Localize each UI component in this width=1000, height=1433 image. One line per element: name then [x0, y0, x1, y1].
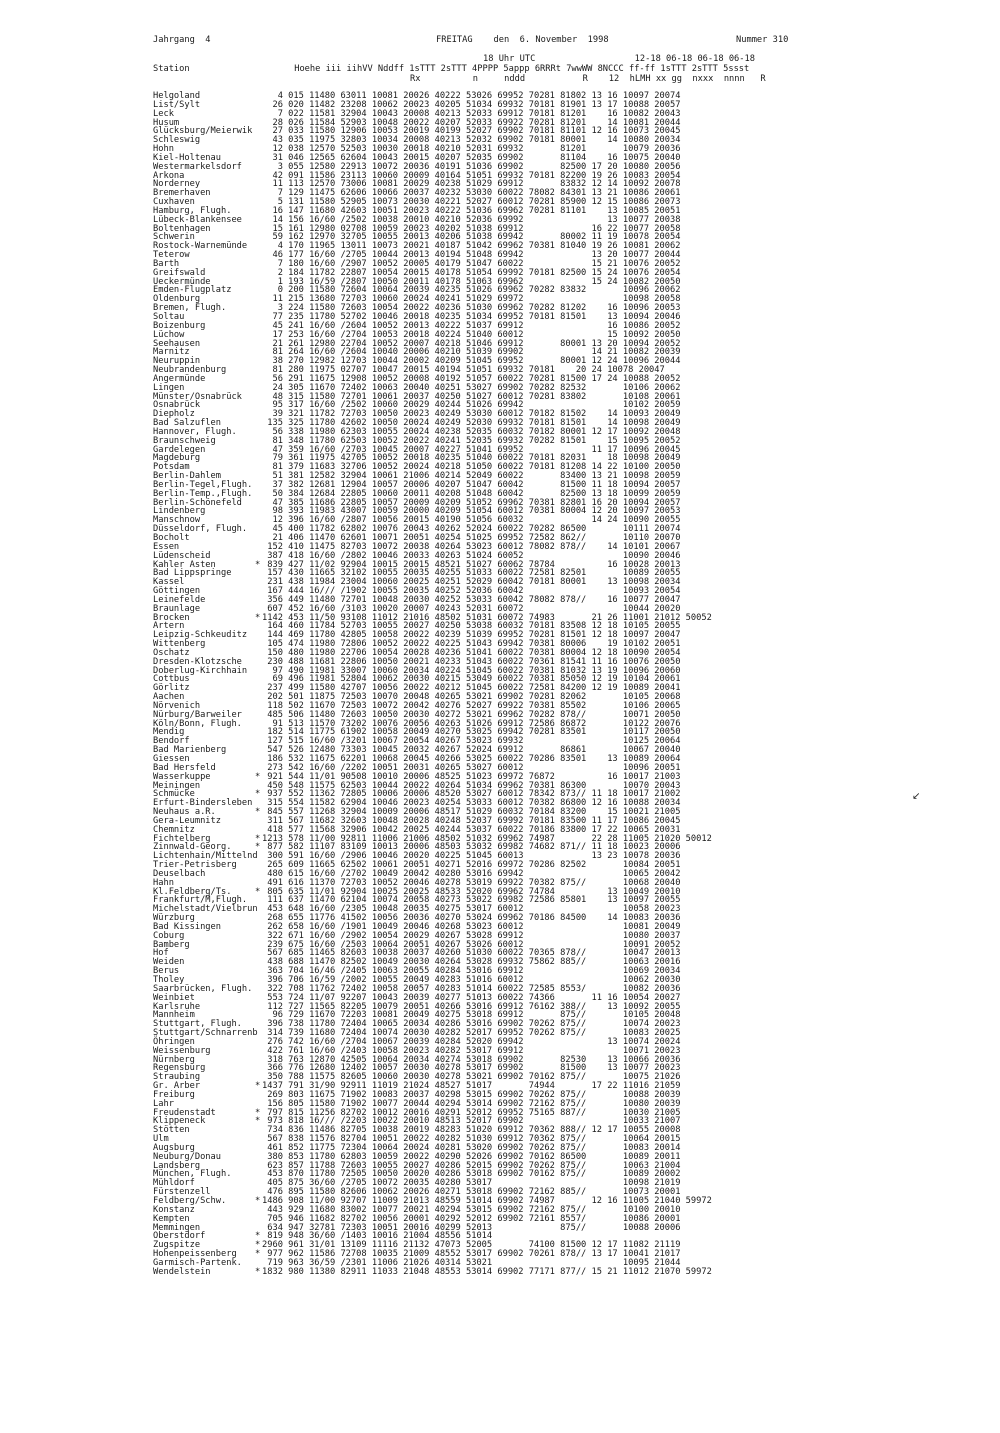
- station-observation-values: 553 724 11/07 92207 10043 20039 40277 51013 60022 74366 11 16 10054 20027: [262, 992, 681, 1003]
- station-name: Doberlug-Kirchhain: [153, 665, 248, 676]
- station-observation-values: 47 359 16/60 /2703 10045 20007 40227 51041 69952 11 17 10096 20045: [262, 444, 681, 455]
- station-observation-values: 144 469 11780 42805 10058 20022 40239 51039 69952 70281 81501 12 18 10097 20047: [262, 630, 681, 641]
- station-name: Helgoland: [153, 91, 201, 101]
- station-observation-values: 450 548 11575 62503 10044 20022 40264 51034 69962 70381 86300 10070 20043: [262, 780, 681, 791]
- station-name: Meiningen: [153, 780, 201, 791]
- station-observation-values: 3 224 11580 72603 10054 20022 40236 51030 69962 70282 81202 16 10096 20053: [262, 303, 681, 314]
- station-observation-values: 300 591 16/60 /2906 10046 20020 40225 51045 60013 13 23 10078 20036: [262, 851, 681, 862]
- station-name: Trier-Petrisberg: [153, 860, 237, 871]
- station-name: Berlin-Temp.,Flugh.: [153, 488, 253, 499]
- station-observation-values: 453 648 16/60 /2305 10048 20035 40275 53017 60012 10058 20023: [262, 904, 681, 915]
- station-observation-values: 230 488 11681 22806 10050 20021 40233 51043 60022 70361 81541 11 16 10076 20050: [262, 656, 681, 667]
- station-observation-values: 164 460 11784 52703 10055 20027 40250 53038 60032 70181 83508 12 18 10105 20055: [262, 621, 681, 632]
- station-name: Dresden-Klotzsche: [153, 656, 242, 667]
- station-observation-values: 461 852 11775 72304 10064 20024 40281 53020 69902 70262 875// 10083 20014: [262, 1142, 681, 1153]
- station-name: Berlin-Tegel,Flugh.: [153, 479, 253, 490]
- station-name: Lüchow: [153, 329, 185, 340]
- station-name: Osnabrück: [153, 400, 201, 411]
- station-observation-values: 443 929 11680 83002 10077 20021 40294 53015 69902 72162 875// 10100 20010: [262, 1204, 681, 1215]
- station-observation-values: 567 685 11465 82603 10038 20037 40260 51030 60022 70365 878// 10047 20013: [262, 948, 681, 959]
- station-observation-values: 273 542 16/60 /2202 10051 20031 40265 53027 60012 10096 20051: [262, 762, 681, 773]
- station-name: Soltau: [153, 312, 185, 322]
- station-name: Gardelegen: [153, 444, 206, 455]
- mountain-station-marker: *: [255, 1240, 261, 1251]
- station-observation-values: 127 515 16/60 /3201 10067 20054 40267 53023 69932 10125 20064: [262, 736, 681, 747]
- station-observation-values: 31 046 12565 62604 10043 20015 40207 52035 69902 81104 16 10075 20040: [262, 152, 681, 163]
- mountain-station-marker: *: [255, 807, 261, 818]
- station-name: Augsburg: [153, 1142, 195, 1153]
- station-name: Kempten: [153, 1213, 190, 1224]
- mountain-station-marker: *: [255, 612, 261, 623]
- station-name: Wendelstein: [153, 1266, 211, 1277]
- station-observation-values: 491 616 11370 72703 10052 20046 40278 53019 69922 70382 875// 10068 20040: [262, 877, 681, 888]
- station-name: Garmisch-Partenk.: [153, 1257, 242, 1268]
- station-observation-values: 97 490 11981 33007 10060 20034 40224 51045 60022 70381 81032 13 19 10096 20060: [262, 665, 681, 676]
- station-observation-values: 418 577 11568 32906 10042 20025 40244 53037 60022 70186 83800 17 22 10065 20031: [262, 824, 681, 835]
- station-name: Nürnberg: [153, 1054, 195, 1065]
- station-name: Bad Hersfeld: [153, 762, 216, 773]
- station-observation-values: 921 544 11/01 90508 10010 20006 48525 51023 69972 76872 16 10017 21003: [262, 771, 681, 782]
- station-observation-values: 237 499 11580 42707 10056 20022 40212 51045 60022 72581 84200 12 19 10089 20041: [262, 683, 681, 694]
- station-name: Klippeneck: [153, 1116, 206, 1127]
- mountain-station-marker: *: [255, 1231, 261, 1242]
- station-observation-values: 311 567 11682 32603 10048 20028 40248 52037 69992 70181 83500 11 17 10086 20045: [262, 815, 681, 826]
- station-observation-values: 157 430 11665 32102 10055 20035 40255 51033 60022 72581 82501 10089 20055: [262, 568, 681, 579]
- station-observation-values: 322 671 16/60 /2902 10054 20029 40267 53028 69912 10080 20037: [262, 930, 681, 941]
- station-name: Bremerhaven: [153, 188, 211, 199]
- mountain-station-marker: *: [255, 1107, 261, 1118]
- station-name: Schmücke: [153, 789, 195, 800]
- header-date: FREITAG den 6. November 1998: [436, 35, 609, 45]
- station-name: Fichtelberg: [153, 833, 211, 844]
- station-observation-values: 11 113 12570 73006 10081 20029 40238 51029 69912 83832 12 14 10092 20078: [262, 179, 681, 190]
- station-name: Diepholz: [153, 409, 195, 420]
- station-name: Bamberg: [153, 939, 190, 950]
- station-name: Greifswald: [153, 267, 206, 278]
- station-name: Bad Lippspringe: [153, 568, 232, 579]
- station-name: Hof: [153, 948, 169, 959]
- station-observation-values: 182 514 11775 61902 10058 20049 40270 53025 69942 70281 83501 10117 20050: [262, 727, 681, 738]
- station-name: Mendig: [153, 727, 185, 738]
- station-observation-values: 1142 453 11/50 93108 11012 21016 48502 51031 60072 74983 21 26 11001 21012 50052: [262, 612, 712, 623]
- station-name: Weinbiet: [153, 992, 195, 1003]
- station-observation-values: 24 305 11670 72402 10063 20040 40251 53027 69902 70282 82532 10106 20062: [262, 382, 681, 393]
- station-name: Oldenburg: [153, 294, 201, 305]
- station-name: Kiel-Holtenau: [153, 152, 221, 163]
- station-name: Angermünde: [153, 373, 206, 384]
- station-name: Lingen: [153, 382, 185, 393]
- station-observation-values: 877 582 11107 83109 10013 20006 48503 53032 69982 74682 871// 11 18 10023 20006: [262, 842, 681, 853]
- station-name: Aachen: [153, 692, 185, 703]
- station-observation-values: 937 552 11362 72805 10006 20006 48520 53027 60012 78342 873// 11 18 10017 21002: [262, 789, 681, 800]
- station-observation-values: 39 321 11782 72703 10050 20023 40249 53030 60012 70182 81502 14 10093 20049: [262, 409, 681, 420]
- station-observation-values: 28 026 11584 52903 10048 20022 40207 52033 69922 70281 81201 14 10081 20044: [262, 117, 681, 128]
- station-name: Konstanz: [153, 1204, 195, 1215]
- station-name: Arkona: [153, 170, 185, 181]
- station-name: Erfurt-Bindersleben: [153, 798, 253, 809]
- station-name: Berlin-Dahlem: [153, 471, 221, 482]
- station-name: Karlsruhe: [153, 1001, 201, 1012]
- station-name: Coburg: [153, 930, 185, 941]
- station-name: Straubing: [153, 1072, 201, 1083]
- station-observation-values: 977 962 11586 72708 10035 21009 48552 53017 69902 70261 878// 13 17 10041 21017: [262, 1249, 681, 1260]
- station-observation-values: 845 557 11268 32904 10009 20006 48517 51029 60032 70184 83200 15 10021 21005: [262, 807, 681, 818]
- station-name: Kl.Feldberg/Ts.: [153, 886, 232, 897]
- station-observation-values: 51 381 12582 32904 10061 21006 40214 52049 60022 83400 13 21 10098 20059: [262, 471, 681, 482]
- station-observation-values: 47 385 11686 22805 10057 20009 40209 51052 69962 70381 82801 16 20 10094 20057: [262, 497, 681, 508]
- station-observation-values: 79 361 11975 42705 10052 20018 40235 51040 60022 70181 82031 18 10098 20049: [262, 453, 681, 464]
- station-observation-values: 366 776 12680 12402 10057 20030 40278 53017 69902 81500 13 10077 20023: [262, 1063, 681, 1074]
- station-name: Hannover, Flugh.: [153, 426, 237, 437]
- station-name: Saarbrücken, Flugh.: [153, 983, 253, 994]
- station-name: Stötten: [153, 1125, 190, 1136]
- stray-pen-mark: ↙: [912, 791, 921, 802]
- station-name: Leipzig-Schkeuditz: [153, 630, 248, 641]
- station-observation-values: 268 655 11776 41502 10056 20036 40270 53024 69962 70186 84500 14 10083 20036: [262, 913, 681, 924]
- station-observation-values: 202 501 11875 72503 10070 20048 40265 53021 69902 70281 82062 10105 20068: [262, 692, 681, 703]
- station-observation-values: 81 264 16/60 /2604 10040 20006 40210 51039 69902 14 21 10082 20039: [262, 347, 681, 358]
- station-observation-values: 156 805 11580 71902 10077 20044 40294 53014 69902 72162 875// 10080 20039: [262, 1098, 681, 1109]
- station-observation-values: 38 270 12982 12703 10044 20002 40209 51045 69952 80001 12 24 10096 20044: [262, 356, 681, 367]
- station-name: Leinefelde: [153, 594, 206, 605]
- station-name: Mannheim: [153, 1010, 195, 1021]
- station-observation-values: 17 253 16/60 /2704 10053 20018 40224 51040 60012 15 10092 20050: [262, 329, 681, 340]
- station-observation-values: 27 033 11580 12906 10053 20019 40199 52027 69902 70181 81101 12 16 10073 20045: [262, 126, 681, 137]
- station-observation-values: 380 853 11780 62803 10059 20022 40290 52026 69902 70162 86500 10089 20011: [262, 1151, 681, 1162]
- station-observation-values: 152 410 11475 82703 10072 20038 40264 53023 60012 78082 878// 14 10101 20067: [262, 541, 681, 552]
- station-observation-values: 973 818 16/// /2203 10022 20010 48513 52017 69902 10033 21007: [262, 1116, 681, 1127]
- station-name: Köln/Bonn, Flugh.: [153, 718, 242, 729]
- station-name: Bremen, Flugh.: [153, 303, 227, 314]
- header-nummer: Nummer 310: [736, 35, 789, 45]
- station-name: Düsseldorf, Flugh.: [153, 524, 248, 535]
- station-observation-values: 485 506 11480 72603 10050 20030 40272 53021 69962 70282 878// 10071 20050: [262, 709, 681, 720]
- station-name: Potsdam: [153, 462, 190, 473]
- station-name: Schwerin: [153, 232, 195, 243]
- station-observation-values: 797 815 11256 82702 10012 20016 40291 52012 69952 75165 887// 10030 21005: [262, 1107, 681, 1118]
- station-observation-values: 315 554 11582 62904 10046 20023 40254 53033 60012 70382 86800 12 16 10088 20034: [262, 798, 681, 809]
- station-observation-values: 45 400 11782 62802 10076 20043 40262 52024 60022 70282 86500 10111 20074: [262, 524, 681, 535]
- station-observation-values: 396 706 16/59 /2002 10055 20049 40283 51016 60012 10062 20030: [262, 975, 681, 985]
- station-observation-values: 12 396 16/60 /2807 10056 20015 40190 51056 60032 14 24 10090 20055: [262, 515, 681, 526]
- station-name: Glücksburg/Meierwik: [153, 126, 253, 137]
- station-name: Berlin-Schönefeld: [153, 497, 242, 508]
- station-observation-values: 239 675 16/60 /2503 10064 20051 40267 53026 60012 10091 20052: [262, 939, 681, 950]
- station-name: Kahler Asten: [153, 559, 216, 570]
- mountain-station-marker: *: [255, 789, 261, 800]
- station-observation-values: 4 015 11480 63011 10081 20026 40222 53026 69952 70281 81802 13 16 10097 20074: [262, 91, 681, 101]
- station-name: Deuselbach: [153, 868, 206, 879]
- station-name: List/Sylt: [153, 99, 201, 110]
- station-name: Hahn: [153, 877, 174, 888]
- station-observation-values: 422 761 16/60 /2403 10058 20023 40282 53017 69912 10071 20023: [262, 1045, 681, 1056]
- station-observation-values: 1 193 16/59 /2807 10050 20011 40178 51063 69962 15 24 10082 20050: [262, 276, 681, 287]
- station-name: Westermarkelsdorf: [153, 161, 242, 172]
- station-observation-values: 819 948 36/60 /1403 10016 21004 48556 51014: [262, 1231, 493, 1242]
- station-observation-values: 363 704 16/46 /2405 10063 20055 40284 53016 69912 10069 20034: [262, 966, 681, 977]
- station-name: Braunschweig: [153, 435, 216, 446]
- station-name: Weiden: [153, 957, 185, 968]
- station-name: Stuttgart/Schnarrenb: [153, 1028, 258, 1039]
- station-observation-values: 105 474 11980 72806 10052 20022 40225 51043 69942 70381 80006 19 10102 20051: [262, 639, 681, 650]
- mountain-station-marker: *: [255, 1081, 261, 1092]
- station-observation-values: 37 382 12681 12904 10057 20006 40207 51047 60042 81500 11 18 10094 20057: [262, 479, 681, 490]
- station-observation-values: 42 091 11586 23113 10060 20009 40164 51051 69932 70181 82200 19 26 10083 20054: [262, 170, 681, 181]
- station-observation-values: 623 857 11788 72603 10055 20027 40286 52015 69902 70262 875// 10063 21004: [262, 1160, 681, 1171]
- station-name: Bad Kissingen: [153, 921, 221, 932]
- station-name: Frankfurt/M,Flugh.: [153, 895, 248, 906]
- station-observation-values: 56 338 11980 62303 10055 20024 40238 52035 60032 70182 80001 12 17 10092 20048: [262, 426, 681, 437]
- station-observation-values: 150 480 11980 22706 10054 20028 40236 51041 60022 70381 80004 12 18 10090 20054: [262, 647, 681, 658]
- station-observation-values: 81 280 11975 02707 10047 20015 40194 51051 69932 70181 20 24 10078 20047: [262, 365, 665, 376]
- station-name: Boizenburg: [153, 320, 206, 331]
- station-name: Regensburg: [153, 1063, 206, 1074]
- mountain-station-marker: *: [255, 559, 261, 570]
- station-name: Bocholt: [153, 533, 190, 543]
- mountain-station-marker: *: [255, 1266, 261, 1277]
- station-observation-values: 7 180 16/60 /2907 10052 20005 40179 51047 60022 15 21 10076 20052: [262, 258, 681, 269]
- station-observation-values: 56 291 11675 12908 10052 20008 40192 51057 60022 70281 81500 17 24 10088 20052: [262, 373, 681, 384]
- station-observation-values: 453 870 11780 72505 10050 20020 40286 53018 69902 70162 875// 10089 20002: [262, 1169, 681, 1180]
- station-name: Emden-Flugplatz: [153, 285, 232, 296]
- station-name: Lichtenhain/Mittelnd: [153, 851, 258, 862]
- station-observation-values: 81 379 11683 32706 10052 20024 40218 51050 60022 70181 81208 14 22 10100 20050: [262, 462, 681, 473]
- station-observation-values: 3 055 12580 22913 10072 20036 40191 51036 69902 82500 17 20 10080 20056: [262, 161, 681, 172]
- station-observation-values: 112 727 11565 82205 10079 20051 40266 53016 69912 76162 388// 13 10092 20055: [262, 1001, 681, 1012]
- station-observation-values: 59 162 12970 32705 10055 20013 40206 51038 69942 80002 11 19 10078 20054: [262, 232, 681, 243]
- station-name: Hamburg, Flugh.: [153, 205, 232, 216]
- mountain-station-marker: *: [255, 886, 261, 897]
- station-name: Oschatz: [153, 647, 190, 658]
- station-observation-values: 231 438 11984 23004 10060 20025 40251 52029 60042 70181 80001 13 10098 20034: [262, 577, 681, 588]
- station-name: Schleswig: [153, 135, 201, 146]
- mountain-station-marker: *: [255, 771, 261, 782]
- station-name: Gr. Arber: [153, 1081, 201, 1092]
- mountain-station-marker: *: [255, 1196, 261, 1206]
- station-observation-values: 1437 791 31/90 92911 11019 21024 48527 51017 74944 17 22 11016 21059: [262, 1081, 681, 1092]
- station-observation-values: 98 393 11983 43007 10059 20000 40209 51054 60012 70381 80004 12 20 10097 20053: [262, 506, 681, 517]
- station-name: Lahr: [153, 1098, 174, 1109]
- station-name: Artern: [153, 621, 185, 632]
- station-name: München, Flugh.: [153, 1169, 232, 1180]
- station-name: Wasserkuppe: [153, 771, 211, 782]
- station-observation-values: 5 131 11580 52905 10073 20030 40221 52027 60012 70281 85900 12 15 10086 20073: [262, 197, 681, 208]
- station-observation-values: 1486 908 11/00 92707 11009 21013 48559 51014 69902 74987 12 16 11005 21040 59972: [262, 1196, 712, 1206]
- station-name: Manschnow: [153, 515, 201, 526]
- station-observation-values: 547 526 12480 73303 10045 20032 40267 52024 69912 86861 10067 20040: [262, 745, 681, 756]
- station-name: Hohenpeissenberg: [153, 1249, 237, 1260]
- station-observation-values: 12 038 12570 52503 10030 20018 40210 52031 69932 81201 10079 20036: [262, 144, 681, 155]
- station-name: Nürburg/Barweiler: [153, 709, 242, 720]
- station-name: Neuhaus a.R.: [153, 807, 216, 818]
- station-observation-values: 322 708 11762 72402 10058 20057 40283 51014 60022 72585 8553/ 10082 20036: [262, 983, 681, 994]
- station-observation-values: 135 325 11780 42602 10050 20024 40249 52030 69932 70181 81501 14 10098 20049: [262, 418, 681, 429]
- station-observation-values: 480 615 16/60 /2702 10049 20042 40280 53016 69942 10065 20042: [262, 868, 681, 879]
- station-observation-values: 269 803 11675 71902 10083 20037 40298 53015 69902 70262 875// 10088 20039: [262, 1089, 681, 1100]
- station-observation-values: 111 637 11470 62104 10074 20058 40273 53022 69982 72586 85801 13 10097 20055: [262, 895, 681, 906]
- station-name: Rostock-Warnemünde: [153, 241, 248, 252]
- station-observation-values: 2960 961 31/01 13109 11116 21132 47073 52005 74100 81500 12 17 11082 21119: [262, 1240, 681, 1251]
- station-observation-values: 91 513 11570 73202 10076 20056 40263 51026 69912 72586 86872 10122 20076: [262, 718, 681, 729]
- station-observation-values: 95 317 16/60 /2502 10060 20029 40244 51026 69942 10102 20059: [262, 400, 681, 411]
- station-observation-values: 69 496 11981 52804 10062 20030 40215 53049 60022 70381 85050 12 19 10104 20061: [262, 674, 681, 685]
- station-name: Öhringen: [153, 1036, 195, 1047]
- station-observation-values: 186 532 11675 62201 10068 20045 40266 53025 60022 70286 83501 13 10089 20064: [262, 754, 681, 764]
- station-observation-values: 476 895 11580 82606 10062 20026 40271 53018 69902 72162 885// 10073 20001: [262, 1187, 681, 1198]
- station-name: Bendorf: [153, 736, 190, 747]
- station-observation-values: 45 241 16/60 /2604 10052 20013 40222 51037 69912 16 10086 20052: [262, 320, 681, 331]
- station-name: Freudenstadt: [153, 1107, 216, 1118]
- station-observation-values: 26 020 11482 23208 10062 20023 40205 51034 69932 70181 81901 13 17 10088 20057: [262, 99, 681, 110]
- station-name: Boltenhagen: [153, 223, 211, 234]
- station-observation-values: 805 635 11/01 92904 10025 20025 48533 52020 69962 74784 13 10049 20010: [262, 886, 681, 897]
- station-name: Würzburg: [153, 913, 195, 924]
- station-name: Lübeck-Blankensee: [153, 214, 242, 225]
- station-observation-values: 1213 578 11/00 92811 11006 21006 48502 51032 69962 74987 22 28 11005 21020 50012: [262, 833, 712, 844]
- station-name: Leck: [153, 108, 174, 119]
- station-name: Cuxhaven: [153, 197, 195, 208]
- station-name: Ueckermünde: [153, 276, 211, 287]
- station-observation-values: 396 738 11780 72404 10065 20034 40286 53016 69902 70262 875// 10074 20023: [262, 1019, 681, 1030]
- station-name: Fürstenzell: [153, 1187, 211, 1198]
- station-name: Norderney: [153, 179, 201, 190]
- station-name: Freiburg: [153, 1089, 195, 1100]
- station-name: Landsberg: [153, 1160, 201, 1171]
- station-observation-values: 438 688 11470 82502 10049 20030 40264 53028 69932 75862 885// 10063 20016: [262, 957, 681, 968]
- station-name: Neubrandenburg: [153, 365, 227, 376]
- station-name: Husum: [153, 117, 180, 128]
- station-observation-values: 118 502 11670 72503 10072 20042 40276 52027 69922 70381 85502 10106 20065: [262, 700, 681, 711]
- station-name: Lüdenscheid: [153, 550, 211, 561]
- station-observation-values: 7 022 11581 32904 10043 20008 40213 52033 69912 70181 81201 16 10082 20043: [262, 108, 681, 119]
- station-name: Feldberg/Schw.: [153, 1196, 227, 1206]
- station-name: Oberstdorf: [153, 1231, 206, 1242]
- station-observation-values: 705 946 11682 82702 10056 20001 40292 52012 69902 72161 8557/ 10086 20001: [262, 1213, 681, 1224]
- station-observation-values: 7 129 11475 62606 10066 20037 40232 53030 60022 78082 84301 13 21 10086 20061: [262, 188, 681, 199]
- station-observation-values: 4 170 11965 13011 10073 20021 40187 51042 69962 70381 81040 19 26 10081 20062: [262, 241, 681, 252]
- station-name: Stuttgart, Flugh.: [153, 1019, 242, 1030]
- station-name: Tholey: [153, 975, 185, 985]
- station-name: Barth: [153, 258, 180, 269]
- mountain-station-marker: *: [255, 833, 261, 844]
- station-observation-values: 318 763 12870 42505 10064 20034 40274 53018 69902 82530 13 10066 20036: [262, 1054, 681, 1065]
- station-observation-values: 15 161 12980 02708 10059 20023 40202 51038 69912 16 22 10077 20058: [262, 223, 681, 234]
- station-observation-values: 314 739 11680 72404 10074 20030 40282 52017 69952 70262 875// 10083 20025: [262, 1028, 681, 1039]
- station-observation-values: 262 658 16/60 /1901 10049 20046 40268 53023 60012 10081 20049: [262, 921, 681, 932]
- station-observation-values: 14 156 16/60 /2502 10038 20010 40210 52036 69992 13 10077 20038: [262, 214, 681, 225]
- station-observation-values: 356 449 11480 72701 10048 20030 40252 53033 60042 78082 878// 16 10077 20047: [262, 594, 681, 605]
- station-name: Weissenburg: [153, 1045, 211, 1056]
- station-observation-values: 77 235 11780 52702 10046 20018 40235 51034 69952 70181 81501 13 10094 20046: [262, 312, 681, 322]
- station-name: Lindenberg: [153, 506, 206, 517]
- station-name: Magdeburg: [153, 453, 201, 464]
- station-name: Zugspitze: [153, 1240, 201, 1251]
- station-name: Brocken: [153, 612, 190, 623]
- station-name: Nörvenich: [153, 700, 201, 711]
- station-observation-values: 21 406 11470 62601 10071 20051 40254 51025 69952 72582 862// 10110 20070: [262, 533, 681, 543]
- station-observation-values: 350 788 11575 82605 10060 20030 40278 53021 69902 70162 875// 10075 21026: [262, 1072, 681, 1083]
- station-observation-values: 839 427 11/02 92904 10015 20015 48521 51027 60062 78784 16 10028 20013: [262, 559, 681, 570]
- station-name: Braunlage: [153, 603, 201, 614]
- station-observation-values: 634 947 32781 72303 10051 20016 40299 52013 875// 10088 20006: [262, 1222, 681, 1233]
- station-observation-values: 21 261 12980 22704 10052 20007 40218 51046 69912 80001 13 20 10094 20052: [262, 338, 681, 349]
- station-name: Ulm: [153, 1134, 169, 1145]
- station-name: Teterow: [153, 250, 190, 261]
- mountain-station-marker: *: [255, 842, 261, 853]
- station-name: Cottbus: [153, 674, 190, 685]
- mountain-station-marker: *: [255, 1116, 261, 1127]
- station-name: Memmingen: [153, 1222, 201, 1233]
- station-observation-values: 46 177 16/60 /2705 10044 20013 40194 51048 69942 13 20 10077 20044: [262, 250, 681, 261]
- station-name: Bad Marienberg: [153, 745, 227, 756]
- station-name: Hohn: [153, 144, 174, 155]
- station-name: Göttingen: [153, 586, 201, 597]
- station-observation-values: 50 384 12684 22805 10060 20011 40208 51048 60042 82500 13 18 10099 20059: [262, 488, 681, 499]
- station-name: Neuburg/Donau: [153, 1151, 221, 1162]
- station-name: Gera-Leumnitz: [153, 815, 221, 826]
- station-observation-values: 719 963 36/59 /2301 11006 21026 40314 53021 10095 21044: [262, 1257, 681, 1268]
- station-observation-values: 0 200 11580 72604 10064 20039 40235 51026 69962 70282 83832 10096 20062: [262, 285, 681, 296]
- station-name: Zinnwald-Georg.: [153, 842, 232, 853]
- station-observation-values: 96 729 11670 72203 10081 20049 40275 53018 69912 875// 10105 20048: [262, 1010, 681, 1021]
- column-header-line-3: Rx n nddd R 12 hLMH xx gg nxxx nnnn R: [410, 74, 766, 84]
- header-jahrgang: Jahrgang 4: [153, 35, 211, 45]
- station-observation-values: 265 609 11665 62502 10061 20051 40271 52016 69972 70286 82502 10084 20051: [262, 860, 681, 871]
- station-name: Görlitz: [153, 683, 190, 694]
- station-name: Bad Salzuflen: [153, 418, 221, 429]
- column-header-line-2: Station Hoehe iii iihVV Nddff 1sTTT 2sTTT 4PPPP 5appp 6RRRt 7wwWW 8NCCC ff-ff 1sTTT 2sTTT 5ssst: [153, 64, 750, 74]
- station-observation-values: 405 875 36/60 /2705 10072 20035 40280 53017 10098 21019: [262, 1178, 681, 1189]
- station-observation-values: 734 836 11486 82705 10038 20019 48283 51020 69912 70362 888// 12 17 10055 20008: [262, 1125, 681, 1136]
- station-name: Giessen: [153, 754, 190, 764]
- station-name: Neuruppin: [153, 356, 201, 367]
- station-name: Wittenberg: [153, 639, 206, 650]
- station-name: Marnitz: [153, 347, 190, 358]
- station-observation-values: 167 444 16/// /1902 10055 20035 40252 52036 60042 10093 20054: [262, 586, 681, 597]
- station-observation-values: 43 035 11975 32803 10034 20008 40213 52032 69902 70181 80001 14 10080 20034: [262, 135, 681, 146]
- station-name: Berus: [153, 966, 180, 977]
- station-name: Essen: [153, 541, 180, 552]
- station-observation-values: 276 742 16/60 /2704 10067 20039 40284 52020 69942 13 10074 20024: [262, 1036, 681, 1047]
- station-name: Münster/Osnabrück: [153, 391, 242, 402]
- station-name: Seehausen: [153, 338, 201, 349]
- station-observation-values: 16 147 11680 42603 10051 20023 40222 51036 69962 70281 81101 13 10085 20051: [262, 205, 681, 216]
- station-observation-values: 1832 980 11380 82911 11033 21048 48553 53014 69902 77171 877// 15 21 11012 21070 59972: [262, 1266, 712, 1277]
- mountain-station-marker: *: [255, 1249, 261, 1260]
- station-observation-values: 607 452 16/60 /3103 10020 20007 40243 52031 60072 10044 20020: [262, 603, 681, 614]
- station-observation-values: 81 348 11780 62503 10052 20022 40241 52035 69932 70282 81501 15 10095 20052: [262, 435, 681, 446]
- station-observation-values: 11 215 13680 72703 10060 20024 40241 51029 69972 10098 20058: [262, 294, 681, 305]
- station-observation-values: 567 838 11576 82704 10051 20022 40282 51030 69912 70362 875// 10064 20015: [262, 1134, 681, 1145]
- station-name: Mühldorf: [153, 1178, 195, 1189]
- station-name: Kassel: [153, 577, 185, 588]
- column-header-line-1: 18 Uhr UTC 12-18 06-18 06-18 06-18: [483, 54, 755, 64]
- station-name: Michelstadt/Vielbrun: [153, 904, 258, 915]
- station-observation-values: 387 418 16/60 /2802 10046 20033 40263 51024 60052 10090 20046: [262, 550, 681, 561]
- station-name: Chemnitz: [153, 824, 195, 835]
- station-observation-values: 2 184 11782 22807 10054 20015 40178 51054 69992 70181 82500 15 24 10076 20054: [262, 267, 681, 278]
- station-observation-values: 48 315 11580 72701 10061 20037 40250 51027 60012 70281 83802 10108 20061: [262, 391, 681, 402]
